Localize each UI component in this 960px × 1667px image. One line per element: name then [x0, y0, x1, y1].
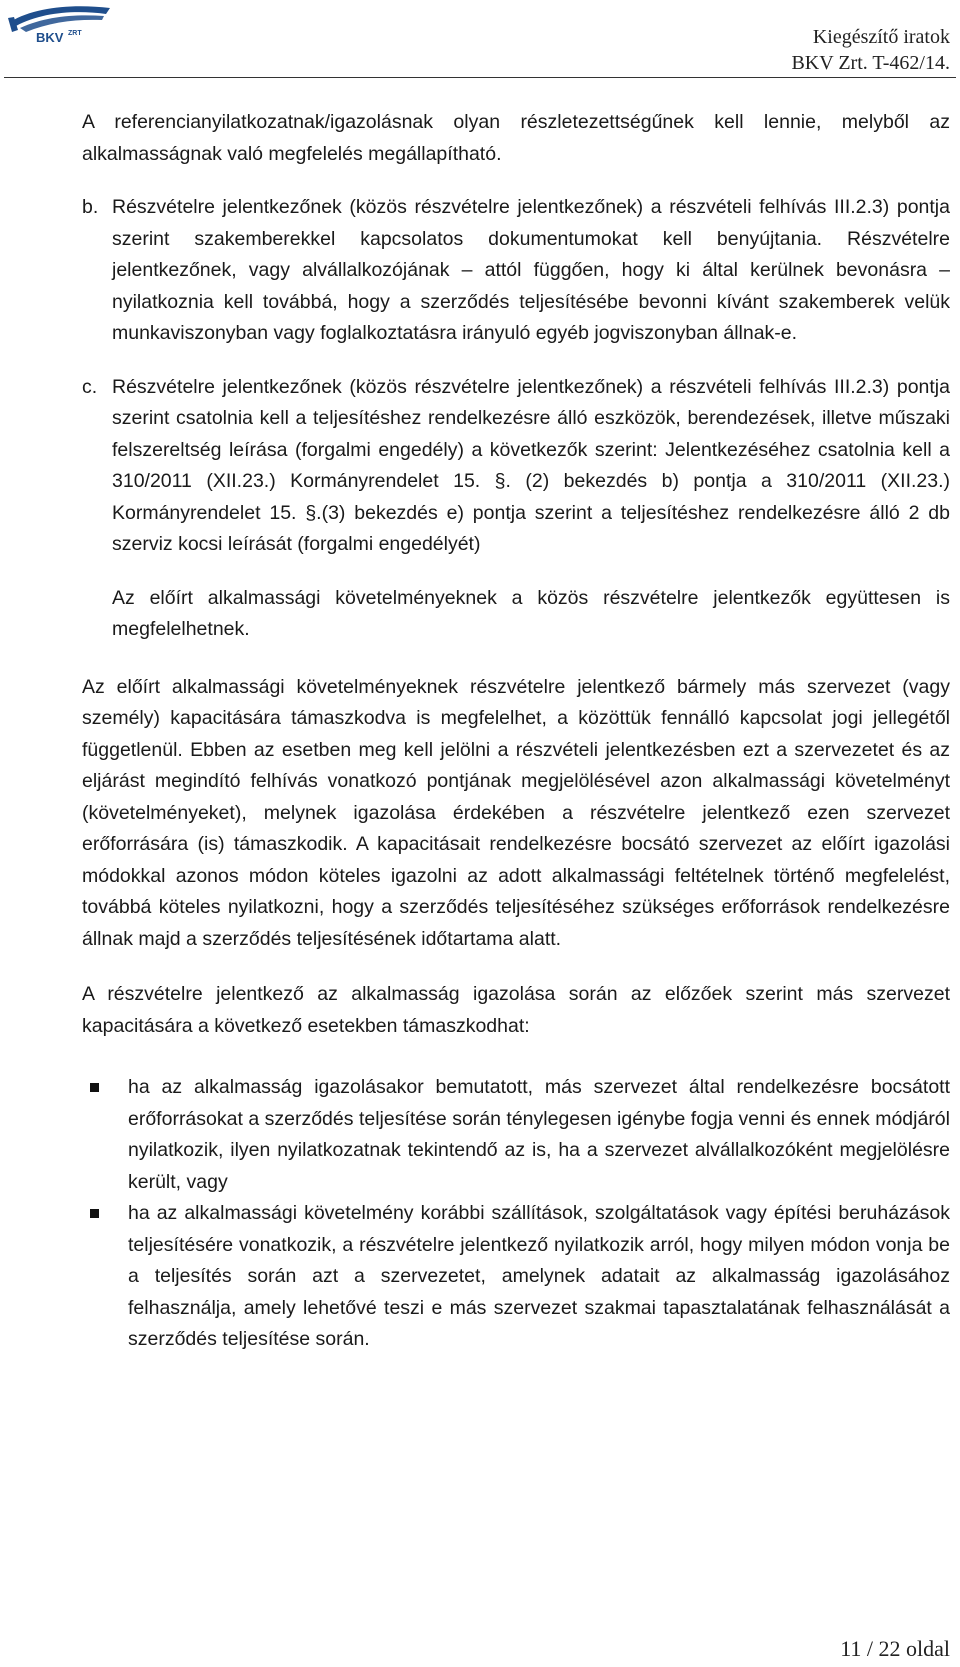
svg-text:BKV: BKV: [36, 30, 64, 45]
intro-paragraph: A referencianyilatkozatnak/igazolásnak olyan részletezettségűnek kell lennie, melyből az alkalmasságnak való megfelelés megállapítható.: [82, 111, 950, 165]
doc-ref: BKV Zrt. T-462/14.: [791, 52, 950, 74]
list-item-c: [82, 372, 950, 561]
capacity-paragraph: Az előírt alkalmassági követelményeknek részvételre jelentkező bármely más szervezet (vagy személy) kapacitására támaszkodva is megfelelhet, a közöttük fennálló kapcsolat jogi jellegétől függetlenül. Ebben az esetben meg kell jelölni a részvételi jelentkezésben ezt a szervezetet és az eljárást megindító felhívás vonatkozó pontjának megjelölésével azon alkalmassági követelményt (követelményeket), melynek igazolása érdekében a részvételre jelentkező ezen szervezet erőforrására (is) támaszkodik. A kapacitásait rendelkezésre bocsátó szervezet az előírt igazolási módokkal azonos módon köteles igazolni az adott alkalmassági feltételnek történő megfelelést, továbbá köteles nyilatkozni, hogy a szerződés teljesítéséhez szükséges erőforrások rendelkezésre állnak majd a szerződés teljesítésének időtartama alatt.: [82, 675, 950, 950]
header-divider: [4, 77, 956, 78]
page-number: 11 / 22 oldal: [840, 1636, 950, 1661]
page-header: [0, 0, 960, 80]
document-reference: [791, 24, 950, 76]
document-body: [82, 107, 950, 1356]
item-b-text: Részvételre jelentkezőnek (közös részvételre jelentkezőnek) a részvételi felhívás III.2.3) pontja szerint szakemberekkel kapcsolatos dokumentumokat kell benyújtania. Részvételre jelentkezőnek, vagy alvállalkozójának – attól függően, hogy ki által kerülnek bevonásra – nyilatkoznia kell továbbá, hogy a szerződés teljesítésébe bevonni kívánt szakemberek velük munkaviszonyban vagy foglalkoztatásra irányuló egyéb jogviszonyban állnak-e.: [112, 196, 950, 344]
square-bullet-icon: [90, 1209, 99, 1218]
item-c-text: Részvételre jelentkezőnek (közös részvételre jelentkezőnek) a részvételi felhívás III.2.3) pontja szerint csatolnia kell a teljesítéshez rendelkezésre álló eszközök, berendezések, illetve műszaki felszereltség leírása (forgalmi engedély) a következők szerint: Jelentkezéséhez csatolnia kell a 310/2011 (XII.23.) Kormányrendelet 15. §. (2) bekezdés b) pontja a 310/2011 (XII.23.) Kormányrendelet 15. §.(3) bekezdés e) pontja szerint a teljesítéshez rendelkezésre álló 2 db szerviz kocsi leírását (forgalmi engedélyét): [112, 375, 950, 555]
bullet-item: [82, 1072, 950, 1198]
svg-text:ZRT: ZRT: [68, 30, 82, 37]
bullet-item: [82, 1198, 950, 1356]
item-marker: b.: [82, 196, 99, 218]
doc-type: Kiegészítő iratok: [812, 26, 950, 48]
square-bullet-icon: [90, 1083, 99, 1092]
bkv-logo-icon: [6, 2, 118, 46]
item-marker: c.: [82, 375, 98, 398]
bullet-text: ha az alkalmassági követelmény korábbi szállítások, szolgáltatások vagy építési beruházások teljesítésére vonatkozik, a részvételre jelentkező nyilatkozik arról, hogy milyen módon vonja be a teljesítés során azt a szervezetet, amelynek adatait az alkalmasság igazolásához felhasználja, amely lehetővé teszi e más szervezet szakmai tapasztalatának felhasználását a szerződés teljesítése során.: [128, 1202, 950, 1350]
bullet-list: [82, 1072, 950, 1356]
joint-paragraph: Az előírt alkalmassági követelményeknek a közös részvételre jelentkezők együttesen is megfelelhetnek.: [112, 586, 950, 640]
list-item-b: [82, 192, 950, 350]
bullet-text: ha az alkalmasság igazolásakor bemutatott, más szervezet által rendelkezésre bocsátott erőforrásokat a szerződés teljesítése során ténylegesen igénybe fogja venni és ennek módjáról nyilatkozik, ilyen nyilatkozatnak tekintendő az is, ha a szervezet alvállalkozóként megjelölésre került, vagy: [128, 1076, 950, 1193]
cases-intro-paragraph: A részvételre jelentkező az alkalmasság igazolása során az előzőek szerint más szervezet kapacitására a következő esetekben támaszkodhat:: [82, 983, 950, 1037]
